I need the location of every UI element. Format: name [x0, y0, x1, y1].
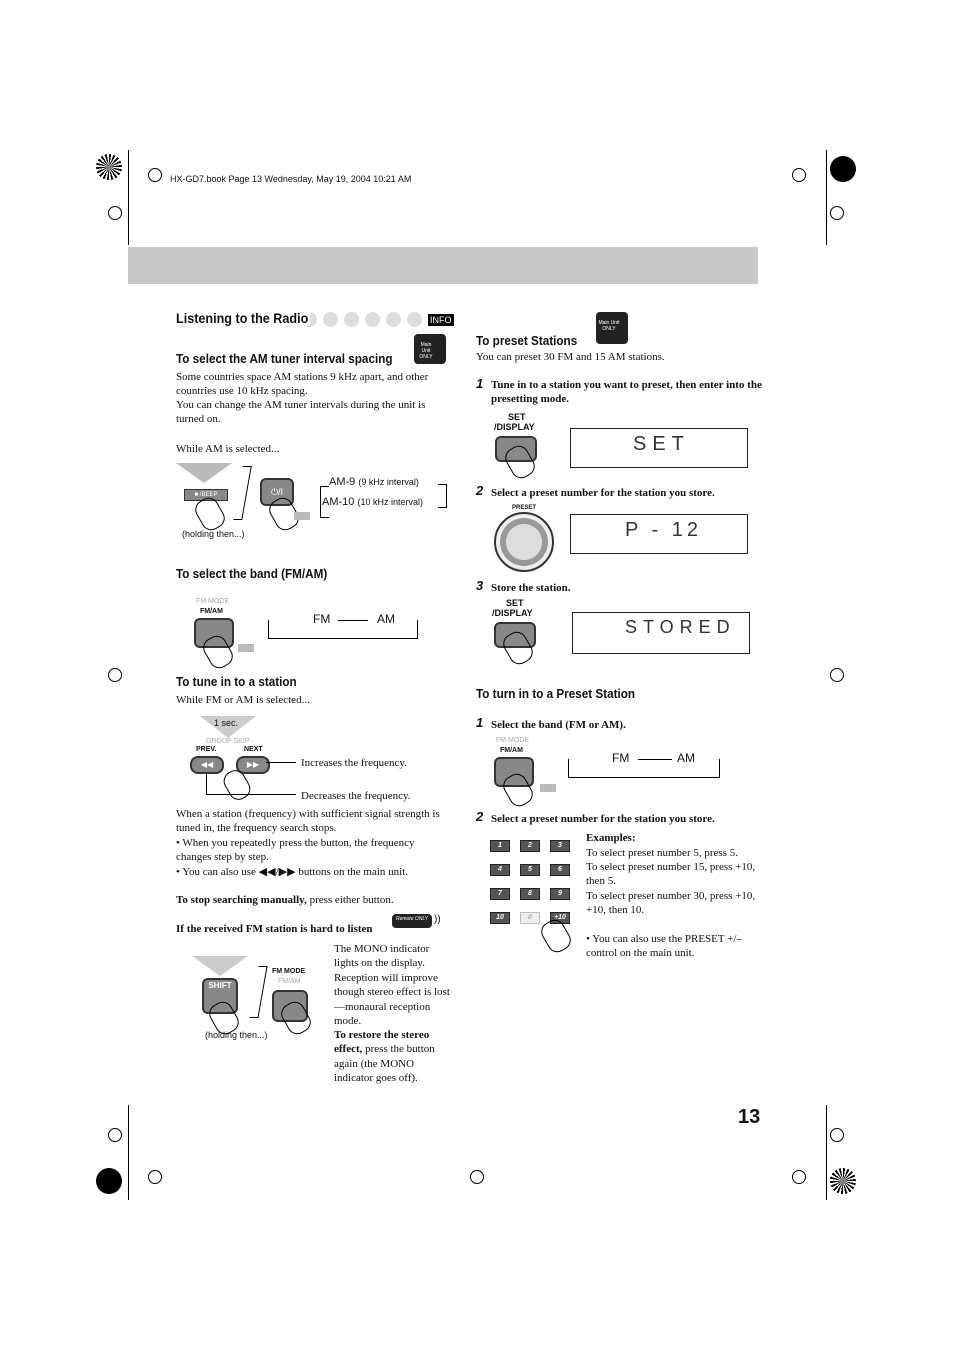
key-0[interactable]: 0 — [520, 912, 540, 924]
registration-mark — [792, 168, 806, 182]
registration-mark — [148, 1170, 162, 1184]
tune-bullet1: • When you repeatedly press the button, the frequency changes step by step. — [176, 837, 415, 864]
band-title: To select the band (FM/AM) — [176, 566, 328, 581]
tune-text: When a station (frequency) with sufficient signal strength is tuned in, the frequency search stops. — [176, 808, 440, 835]
prev-label: PREV. — [196, 746, 217, 753]
band-am: AM — [677, 751, 695, 765]
header-band — [128, 247, 758, 284]
preset-knob-label: PRESET — [512, 505, 537, 511]
fm-am-label: FM/AM — [278, 978, 301, 985]
mono-text: The MONO indicator lights on the display. Reception will improve though stereo effect is lost—monaural reception mode. — [334, 943, 450, 1028]
crop-line — [826, 150, 827, 245]
next-label: NEXT — [244, 746, 263, 753]
preset-knob[interactable] — [494, 512, 554, 572]
step-number: 1 — [476, 376, 484, 391]
step-number: 2 — [476, 809, 484, 824]
beep-button[interactable]: ■ /BEEP — [184, 489, 228, 501]
band-cycle-box — [568, 759, 720, 778]
restore-text: To restore the stereo effect, press the button again (the MONO indicator goes off). — [334, 1029, 435, 1085]
lcd-display-stored — [572, 612, 750, 654]
am10-label: AM-10 (10 kHz interval) — [322, 496, 423, 508]
decrease-line — [206, 794, 296, 795]
forward-arrow-icon — [238, 644, 254, 652]
registration-mark — [470, 1170, 484, 1184]
registration-mark — [830, 668, 844, 682]
am-interval-text2: You can change the AM tuner intervals during the unit is turned on. — [176, 399, 426, 426]
band-arrow — [638, 759, 672, 760]
fm-mode-label: FM MODE — [196, 598, 230, 605]
tune-while: While FM or AM is selected... — [176, 694, 310, 706]
crop-mark-bottom-left — [96, 1168, 122, 1194]
preset-title: To preset Stations — [476, 333, 578, 348]
lcd-display-preset — [570, 514, 748, 554]
bracket-icon — [233, 466, 252, 520]
remote-only-badge: Remote ONLY — [392, 914, 432, 928]
preset-step3: Store the station. — [491, 582, 571, 594]
step-number: 3 — [476, 578, 484, 593]
display-label: /DISPLAY — [492, 608, 533, 618]
section-title: Listening to the Radio — [176, 310, 309, 326]
key-4[interactable]: 4 — [490, 864, 510, 876]
examples-title: Examples: — [586, 832, 636, 844]
crop-mark-top-left — [96, 154, 122, 180]
shift-button[interactable]: SHIFT — [202, 978, 238, 1014]
key-5[interactable]: 5 — [520, 864, 540, 876]
band-fm: FM — [313, 612, 331, 626]
next-button[interactable]: ▶▶ — [236, 756, 270, 774]
holding-note: (holding then...) — [182, 529, 245, 539]
am-interval-while: While AM is selected... — [176, 443, 280, 455]
preset-note: • You can also use the PRESET +/– control on the main unit. — [586, 933, 742, 960]
main-unit-only-badge: Main Unit ONLY — [414, 334, 446, 364]
fm-am-label: FM/AM — [500, 747, 523, 754]
example-1: To select preset number 5, press 5. — [586, 847, 738, 859]
registration-mark — [108, 1128, 122, 1142]
turn-in-step2: Select a preset number for the station you store. — [491, 813, 715, 825]
press-arrow-icon — [192, 956, 248, 976]
registration-mark — [792, 1170, 806, 1184]
display-label: /DISPLAY — [494, 422, 535, 432]
cycle-line — [438, 484, 447, 508]
fm-mode-label: FM MODE — [272, 968, 306, 975]
fm-am-label: FM/AM — [200, 608, 223, 615]
lcd-text: SET — [633, 433, 690, 455]
turn-in-step1: Select the band (FM or AM). — [491, 719, 626, 731]
page-number: 13 — [738, 1106, 761, 1128]
turn-in-title: To turn in to a Preset Station — [476, 686, 636, 701]
registration-mark — [108, 668, 122, 682]
forward-arrow-icon — [540, 784, 556, 792]
crop-mark-top-right — [830, 156, 856, 182]
step-number: 2 — [476, 483, 484, 498]
power-button[interactable]: ⏻/I — [260, 478, 294, 506]
key-1[interactable]: 1 — [490, 840, 510, 852]
hard-to-listen-title: If the received FM station is hard to listen — [176, 923, 373, 935]
numeric-keypad — [488, 840, 574, 928]
increases-text: Increases the frequency. — [301, 757, 407, 769]
prev-button[interactable]: ◀◀ — [190, 756, 224, 774]
registration-mark — [108, 206, 122, 220]
crop-line — [128, 1105, 129, 1200]
signal-icon: )) — [434, 914, 441, 925]
band-arrow — [338, 620, 368, 621]
crop-mark-bottom-right — [830, 1168, 856, 1194]
registration-mark — [830, 206, 844, 220]
fm-mode-label: FM MODE — [496, 737, 530, 744]
key-3[interactable]: 3 — [550, 840, 570, 852]
holding-note: (holding then...) — [205, 1030, 268, 1040]
set-label: SET — [506, 598, 524, 608]
key-6[interactable]: 6 — [550, 864, 570, 876]
lcd-display-set — [570, 428, 748, 468]
main-unit-only-badge: Main Unit ONLY — [596, 312, 628, 344]
key-8[interactable]: 8 — [520, 888, 540, 900]
key-7[interactable]: 7 — [490, 888, 510, 900]
band-am: AM — [377, 612, 395, 626]
registration-mark — [830, 1128, 844, 1142]
preset-step2: Select a preset number for the station you store. — [491, 487, 715, 499]
stop-searching: To stop searching manually, press either button. — [176, 894, 394, 906]
press-arrow-icon — [176, 463, 232, 483]
crop-line — [128, 150, 129, 245]
step-number: 1 — [476, 715, 484, 730]
am-interval-title: To select the AM tuner interval spacing — [176, 351, 393, 366]
decrease-line — [206, 772, 207, 794]
band-fm: FM — [612, 751, 630, 765]
key-2[interactable]: 2 — [520, 840, 540, 852]
decreases-text: Decreases the frequency. — [301, 790, 411, 802]
tune-title: To tune in to a station — [176, 674, 297, 689]
key-10[interactable]: 10 — [490, 912, 510, 924]
key-9[interactable]: 9 — [550, 888, 570, 900]
tune-bullet2: • You can also use ◀◀/▶▶ buttons on the main unit. — [176, 866, 409, 878]
crop-line — [826, 1105, 827, 1200]
am9-label: AM-9 (9 kHz interval) — [329, 476, 419, 488]
registration-mark — [148, 168, 162, 182]
example-2: To select preset number 15, press +10, then 5. — [586, 861, 756, 888]
forward-arrow-icon — [294, 512, 310, 520]
bracket-icon — [249, 966, 267, 1018]
one-sec-label: 1 sec. — [214, 718, 239, 728]
lcd-text: P - 12 — [625, 519, 702, 541]
preset-intro: You can preset 30 FM and 15 AM stations. — [476, 351, 665, 363]
am-interval-text1: Some countries space AM stations 9 kHz apart, and other countries use 10 kHz spacing. — [176, 371, 429, 398]
key-plus10[interactable]: +10 — [550, 912, 570, 924]
info-tag: INFO — [430, 315, 452, 325]
preset-step1: Tune in to a station you want to preset, then enter into the presetting mode. — [491, 379, 762, 405]
set-label: SET — [508, 412, 526, 422]
group-skip-label: GROUP SKIP — [206, 738, 250, 745]
lcd-text: STORED — [625, 617, 736, 637]
increase-line — [266, 762, 296, 763]
file-header: HX-GD7.book Page 13 Wednesday, May 19, 2004 10:21 AM — [170, 174, 412, 184]
example-3: To select preset number 30, press +10, +10, then 10. — [586, 890, 756, 917]
